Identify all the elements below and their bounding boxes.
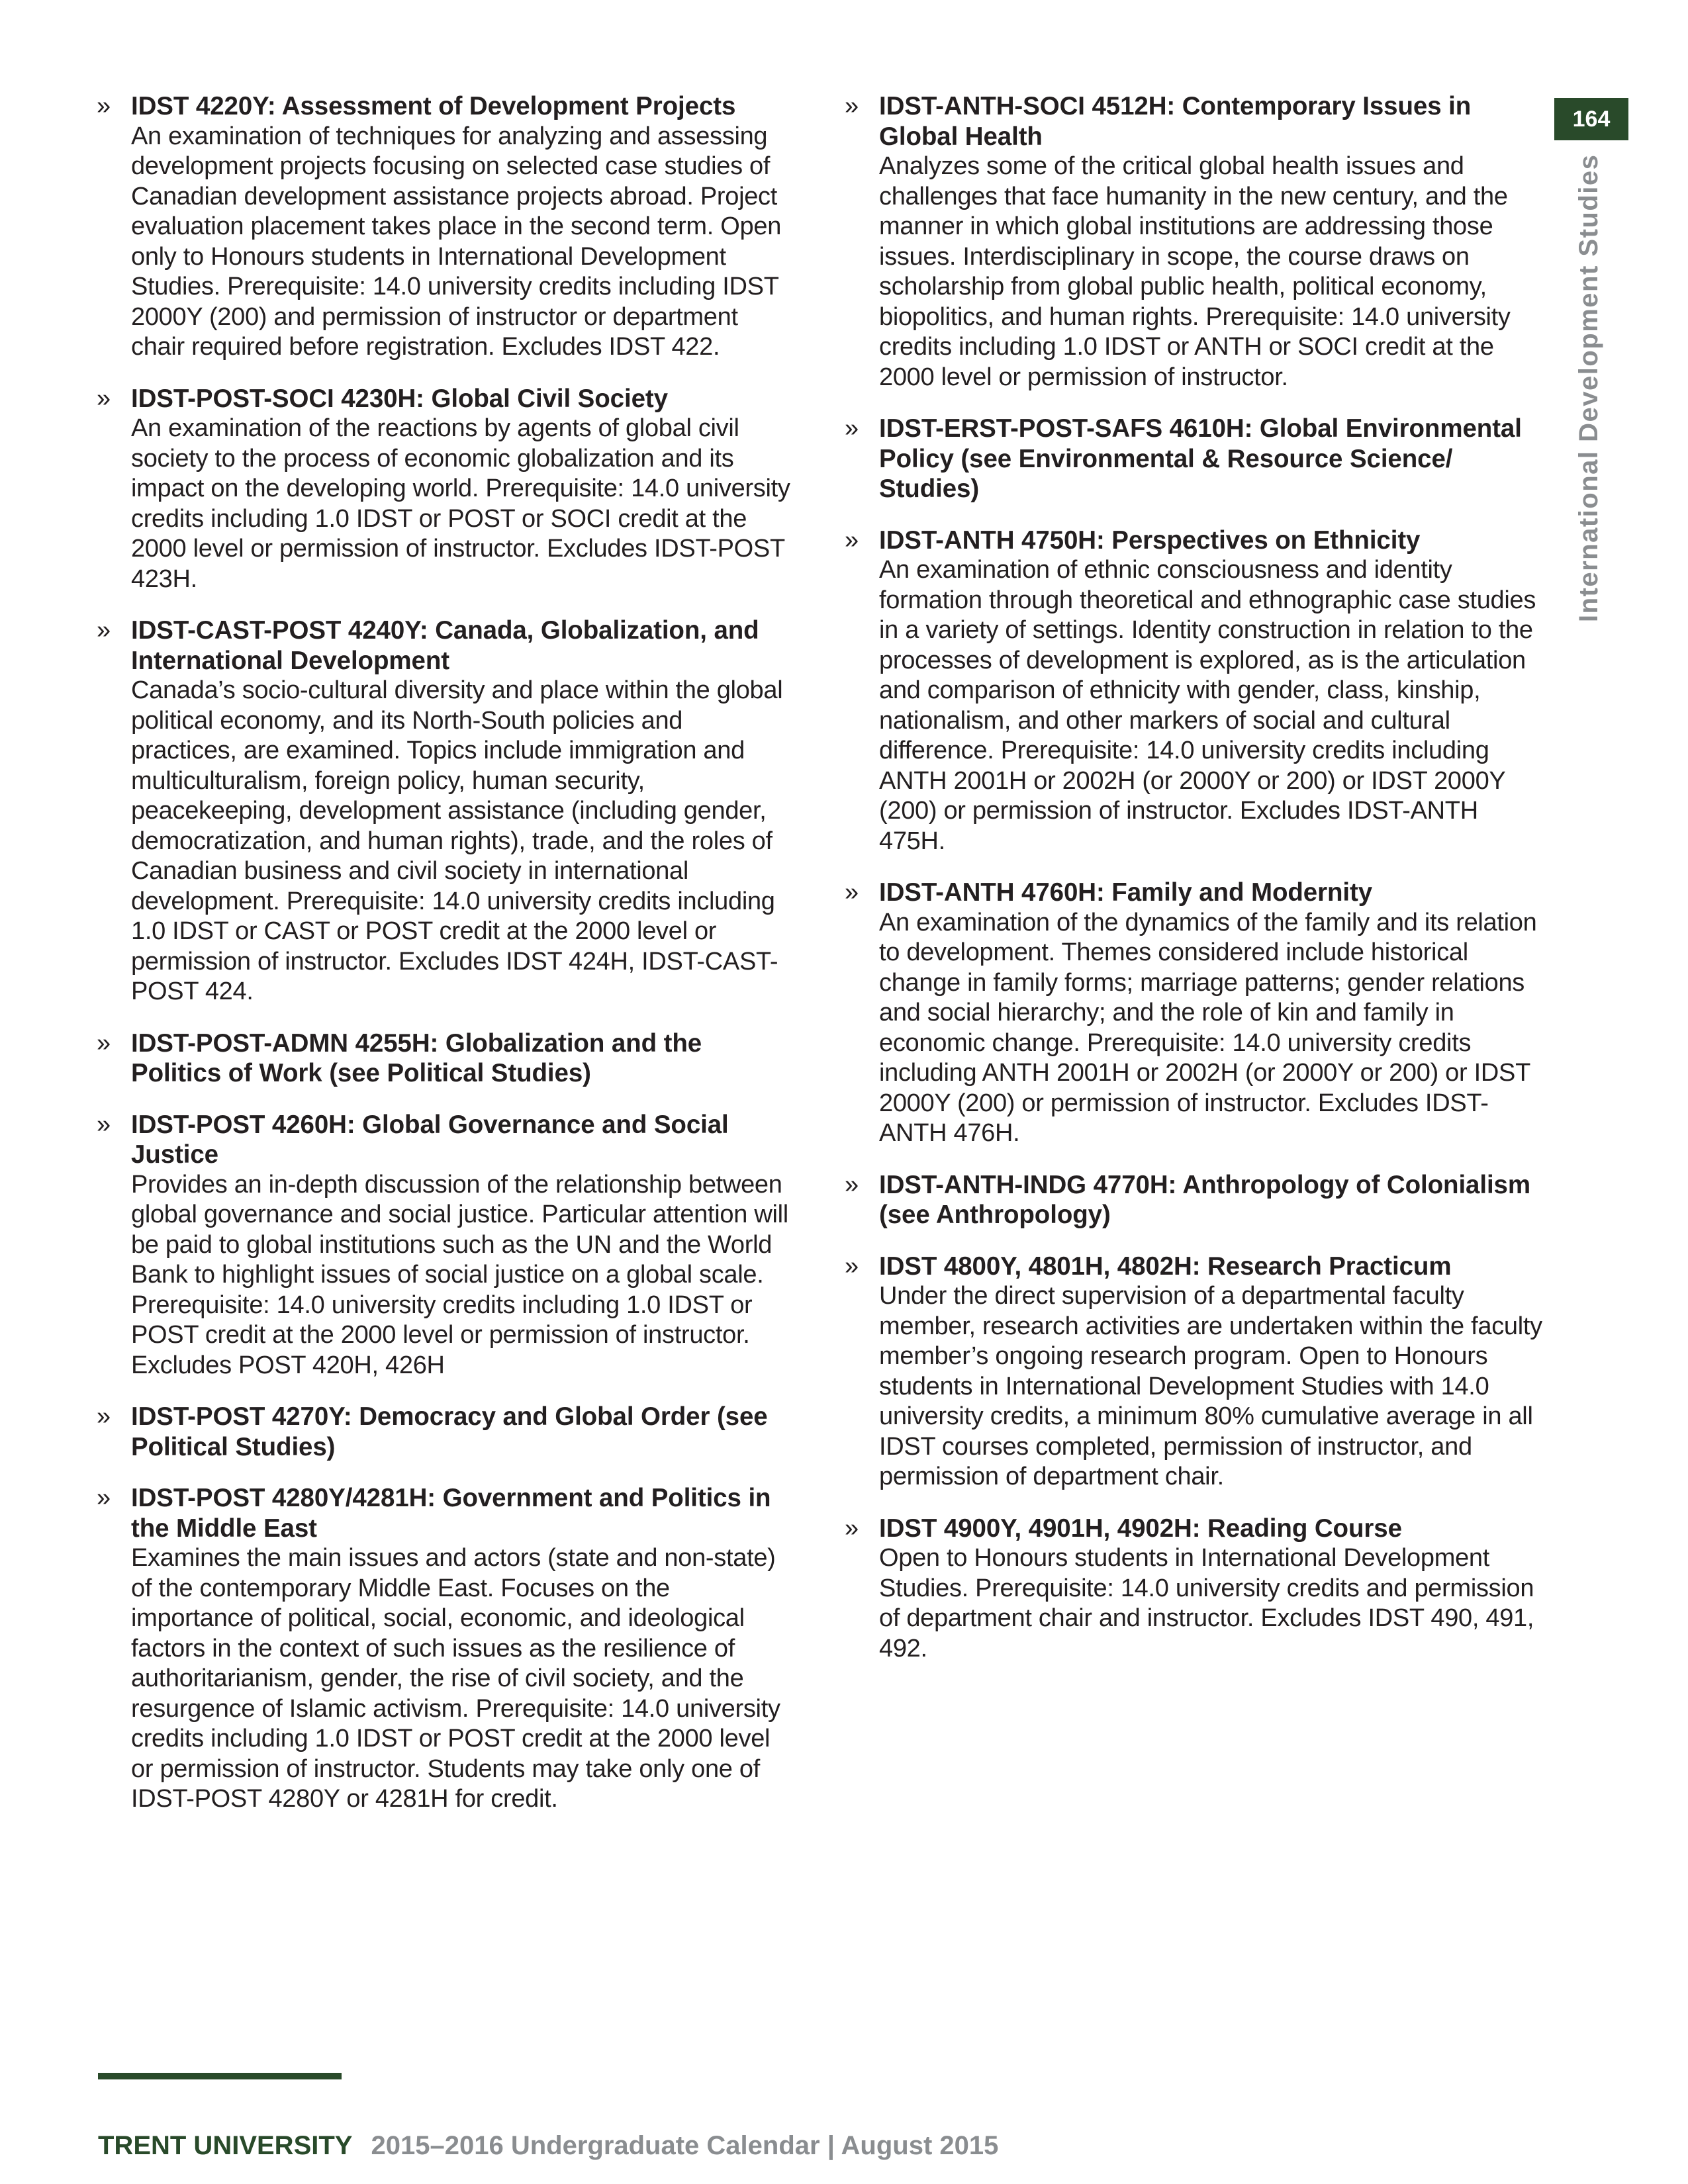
course-title: IDST-ANTH 4750H: Perspectives on Ethnicity (879, 525, 1421, 555)
course-title: IDST-POST-SOCI 4230H: Global Civil Society (131, 384, 668, 413)
footer-rule (98, 2073, 342, 2079)
bullet-icon: » (845, 1170, 859, 1199)
course-title: IDST-POST-ADMN 4255H: Globalization and the Politics of Work (see Political Studies) (131, 1028, 702, 1087)
course-entry (841, 414, 1542, 504)
course-entry (93, 1483, 794, 1815)
course-title: IDST-ANTH 4760H: Family and Modernity (879, 878, 1373, 907)
course-entry (841, 1170, 1542, 1230)
bullet-icon: » (97, 1028, 111, 1057)
course-description: An examination of ethnic consciousness and identity formation through theoretical and ethnographic case studies in a variety of settings. Identity construction in relation to the processes of development is explored, as is the articulation and comparison of ethnicity with gender, class, kinship, nationalism, and other markers of social and cultural difference. Prerequisite: 14.0 university credits including ANTH 2001H or 2002H (or 2000Y or 200) or IDST 2000Y (200) or permission of instructor. Excludes IDST-ANTH 475H. (879, 556, 1536, 855)
course-entry (841, 1514, 1542, 1664)
course-entry (841, 878, 1542, 1149)
bullet-icon: » (845, 1251, 859, 1280)
course-description: Open to Honours students in International Development Studies. Prerequisite: 14.0 university credits and permission of department chair and instructor. Excludes IDST 490, 491, 492. (879, 1544, 1534, 1662)
page-footer (98, 2131, 998, 2161)
course-description: Examines the main issues and actors (state and non-state) of the contemporary Middle East. Focuses on the importance of political, social, economic, and ideological factors in the context of such issues as the resilience of authoritarianism, gender, the rise of civil society, and the resurgence of Islamic activism. Prerequisite: 14.0 university credits including 1.0 IDST or POST credit at the 2000 level or permission of instructor. Students may take only one of IDST-POST 4280Y or 4281H for credit. (131, 1544, 780, 1813)
course-entry (93, 91, 794, 363)
course-title: IDST-ANTH-SOCI 4512H: Contemporary Issues in Global Health (879, 92, 1472, 151)
course-title: IDST-POST 4280Y/4281H: Government and Politics in the Middle East (131, 1484, 771, 1543)
section-side-label: International Development Studies (1574, 154, 1603, 622)
course-title: IDST-ANTH-INDG 4770H: Anthropology of Colonialism (see Anthropology) (879, 1170, 1530, 1229)
course-title: IDST 4900Y, 4901H, 4902H: Reading Course (879, 1514, 1402, 1543)
bullet-icon: » (97, 1484, 111, 1512)
course-title: IDST-POST 4270Y: Democracy and Global Order (see Political Studies) (131, 1402, 768, 1461)
course-description: An examination of the reactions by agents of global civil society to the process of economic globalization and its impact on the developing world. Prerequisite: 14.0 university credits including 1.0 IDST or POST or SOCI credit at the 2000 level or permission of instructor. Excludes IDST-POST 423H. (131, 414, 790, 593)
course-title: IDST 4800Y, 4801H, 4802H: Research Practicum (879, 1251, 1452, 1281)
bullet-icon: » (845, 1514, 859, 1542)
left-column (93, 91, 794, 1836)
footer-university: TRENT UNIVERSITY (98, 2131, 353, 2160)
course-entry (93, 1110, 794, 1381)
course-description: An examination of techniques for analyzing and assessing development projects focusing on selected case studies of Canadian development assistance projects abroad. Project evaluation placement takes place in the second term. Open only to Honours students in International Development Studies. Prerequisite: 14.0 university credits including IDST 2000Y (200) and permission of instructor or department chair required before registration. Excludes IDST 422. (131, 122, 782, 361)
bullet-icon: » (97, 1110, 111, 1138)
footer-calendar: 2015–2016 Undergraduate Calendar | August 2015 (371, 2131, 999, 2160)
course-title: IDST-POST 4260H: Global Governance and Social Justice (131, 1110, 729, 1169)
course-entry (93, 384, 794, 595)
course-entry (841, 525, 1542, 857)
course-entry (93, 1402, 794, 1462)
course-description: Canada’s socio-cultural diversity and place within the global political economy, and its North-South policies and practices, are examined. Topics include immigration and multiculturalism, foreign policy, human security, peacekeeping, development assistance (including gender, democratization, and human rights), trade, and the roles of Canadian business and civil society in international development. Prerequisite: 14.0 university credits including 1.0 IDST or CAST or POST credit at the 2000 level or permission of instructor. Excludes IDST 424H, IDST-CAST-POST 424. (131, 676, 783, 1005)
course-entry (841, 91, 1542, 392)
course-entry (93, 615, 794, 1007)
bullet-icon: » (97, 92, 111, 120)
bullet-icon: » (97, 384, 111, 412)
course-description: Provides an in-depth discussion of the relationship between global governance and social justice. Particular attention will be paid to global institutions such as the UN and the World Bank to highlight issues of social justice on a global scale. Prerequisite: 14.0 university credits including 1.0 IDST or POST credit at the 2000 level or permission of instructor. Excludes POST 420H, 426H (131, 1170, 788, 1379)
page-number-badge: 164 (1554, 98, 1628, 140)
bullet-icon: » (845, 878, 859, 906)
course-title: IDST-CAST-POST 4240Y: Canada, Globalization, and International Development (131, 616, 759, 675)
course-description: An examination of the dynamics of the family and its relation to development. Themes considered include historical change in family forms; marriage patterns; gender relations and social hierarchy; and the role of kin and family in economic change. Prerequisite: 14.0 university credits including ANTH 2001H or 2002H (or 2000Y or 200) or IDST 2000Y (200) or permission of instructor. Excludes IDST-ANTH 476H. (879, 908, 1537, 1147)
course-title: IDST-ERST-POST-SAFS 4610H: Global Environmental Policy (see Environmental & Resource Science/ Studies) (879, 414, 1522, 503)
bullet-icon: » (97, 1402, 111, 1430)
course-description: Analyzes some of the critical global health issues and challenges that face humanity in the new century, and the manner in which global institutions are addressing those issues. Interdisciplinary in scope, the course draws on scholarship from global public health, political economy, biopolitics, and human rights. Prerequisite: 14.0 university credits including 1.0 IDST or ANTH or SOCI credit at the 2000 level or permission of instructor. (879, 152, 1511, 391)
bullet-icon: » (845, 414, 859, 442)
course-entry (93, 1028, 794, 1089)
course-entry (841, 1251, 1542, 1492)
course-description: Under the direct supervision of a departmental faculty member, research activities are undertaken within the faculty member’s ongoing research program. Open to Honours students in International Development Studies with 14.0 university credits, a minimum 80% cumulative average in all IDST courses completed, permission of instructor, and permission of department chair. (879, 1282, 1542, 1490)
right-column (841, 91, 1542, 1685)
bullet-icon: » (97, 616, 111, 644)
bullet-icon: » (845, 92, 859, 120)
course-title: IDST 4220Y: Assessment of Development Projects (131, 92, 736, 120)
bullet-icon: » (845, 525, 859, 554)
